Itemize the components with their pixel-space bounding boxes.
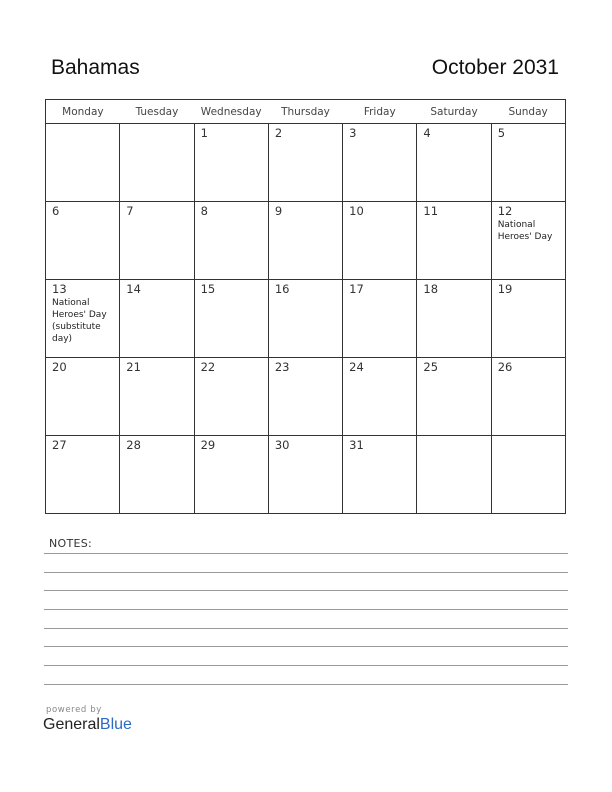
weekday-header: Thursday	[268, 100, 342, 124]
day-cell	[268, 358, 342, 436]
day-number: 16	[274, 282, 290, 296]
holiday-label	[120, 452, 193, 453]
holiday-label	[492, 140, 565, 141]
holiday-label	[492, 438, 565, 439]
holiday-label	[195, 296, 268, 297]
notes-label: NOTES:	[49, 537, 93, 550]
day-cell	[491, 124, 565, 202]
holiday-label	[269, 374, 342, 375]
weekday-header-row	[46, 100, 566, 124]
day-cell	[120, 358, 194, 436]
day-cell	[46, 124, 120, 202]
day-cell	[120, 280, 194, 358]
day-cell	[194, 124, 268, 202]
holiday-label: National Heroes' Day	[497, 220, 553, 242]
day-cell	[194, 280, 268, 358]
holiday-label	[269, 296, 342, 297]
holiday-label	[492, 374, 565, 375]
holiday-label	[120, 126, 193, 127]
day-cell	[491, 202, 565, 280]
holiday-label	[417, 438, 490, 439]
note-line	[44, 665, 568, 666]
week-row	[46, 124, 566, 202]
day-number: 11	[423, 204, 439, 218]
calendar-month-title: October 2031	[431, 56, 559, 79]
day-number: 14	[126, 282, 141, 296]
day-number: 9	[274, 204, 283, 218]
day-number: 19	[497, 282, 513, 296]
weekday-header: Friday	[343, 100, 417, 124]
holiday-label: National Heroes' Day (substitute day)	[52, 298, 107, 344]
holiday-label	[343, 296, 416, 297]
holiday-label	[417, 374, 490, 375]
day-cell	[343, 436, 417, 514]
day-cell	[343, 202, 417, 280]
weekday-header: Tuesday	[120, 100, 194, 124]
day-number: 31	[349, 438, 364, 452]
day-cell	[417, 436, 491, 514]
holiday-label	[343, 452, 416, 453]
day-number: 13	[52, 282, 67, 296]
holiday-label	[195, 374, 268, 375]
week-row	[46, 436, 566, 514]
day-cell	[194, 202, 268, 280]
day-number: 18	[423, 282, 439, 296]
day-cell	[343, 358, 417, 436]
day-cell	[46, 202, 120, 280]
weekday-header: Wednesday	[194, 100, 268, 124]
note-line	[44, 684, 568, 685]
week-row	[46, 202, 566, 280]
day-number: 26	[497, 360, 513, 374]
day-cell	[343, 124, 417, 202]
day-cell	[46, 280, 120, 358]
note-line	[44, 646, 568, 647]
day-number: 8	[200, 204, 208, 218]
holiday-label	[195, 452, 268, 453]
day-number: 27	[52, 438, 67, 452]
holiday-label	[417, 296, 490, 297]
weekday-header: Monday	[46, 100, 120, 124]
holiday-label	[46, 452, 119, 453]
holiday-label	[46, 374, 119, 375]
day-number: 28	[126, 438, 141, 452]
day-cell	[268, 202, 342, 280]
holiday-label	[120, 218, 193, 219]
day-cell	[120, 202, 194, 280]
day-cell	[46, 436, 120, 514]
day-cell	[417, 280, 491, 358]
day-cell	[417, 124, 491, 202]
note-line	[44, 628, 568, 629]
note-line	[44, 553, 568, 554]
brand-general-text: General	[43, 716, 100, 733]
day-number: 23	[274, 360, 290, 374]
day-number: 4	[423, 126, 431, 140]
day-cell	[417, 358, 491, 436]
day-cell	[194, 436, 268, 514]
holiday-label	[269, 140, 342, 141]
day-cell	[491, 436, 565, 514]
note-line	[44, 572, 568, 573]
calendar-country-title: Bahamas	[51, 56, 140, 79]
day-number: 2	[274, 126, 283, 140]
day-number: 1	[200, 126, 208, 140]
weekday-header: Sunday	[491, 100, 565, 124]
holiday-label	[120, 296, 193, 297]
day-cell	[268, 436, 342, 514]
weekday-header: Saturday	[417, 100, 491, 124]
day-number: 12	[497, 204, 513, 218]
day-number: 17	[349, 282, 364, 296]
day-number: 10	[349, 204, 364, 218]
day-number: 30	[274, 438, 290, 452]
day-cell	[194, 358, 268, 436]
holiday-label	[417, 218, 490, 219]
note-line	[44, 590, 568, 591]
holiday-label	[46, 218, 119, 219]
holiday-label	[492, 296, 565, 297]
day-number: 3	[349, 126, 357, 140]
holiday-label	[343, 218, 416, 219]
day-cell	[268, 124, 342, 202]
day-cell	[268, 280, 342, 358]
note-line	[44, 609, 568, 610]
holiday-label	[269, 452, 342, 453]
day-cell	[46, 358, 120, 436]
day-cell	[491, 280, 565, 358]
day-number: 29	[200, 438, 216, 452]
brand-blue-text: Blue	[99, 716, 132, 733]
generalblue-logo	[43, 716, 132, 734]
holiday-label	[195, 218, 268, 219]
day-cell	[417, 202, 491, 280]
calendar-grid	[45, 99, 566, 514]
holiday-label	[269, 218, 342, 219]
day-number: 25	[423, 360, 439, 374]
day-number: 5	[497, 126, 506, 140]
day-number: 22	[200, 360, 216, 374]
day-number: 7	[126, 204, 134, 218]
holiday-label	[195, 140, 268, 141]
week-row	[46, 358, 566, 436]
holiday-label	[343, 140, 416, 141]
holiday-label	[46, 126, 119, 127]
holiday-label	[417, 140, 490, 141]
holiday-label	[120, 374, 193, 375]
week-row	[46, 280, 566, 358]
holiday-label	[343, 374, 416, 375]
day-number: 24	[349, 360, 364, 374]
day-cell	[120, 124, 194, 202]
day-cell	[343, 280, 417, 358]
powered-by-label: powered by	[46, 705, 102, 715]
day-number: 6	[52, 204, 60, 218]
day-number: 21	[126, 360, 141, 374]
day-cell	[491, 358, 565, 436]
day-number: 20	[52, 360, 67, 374]
day-number: 15	[200, 282, 216, 296]
day-cell	[120, 436, 194, 514]
